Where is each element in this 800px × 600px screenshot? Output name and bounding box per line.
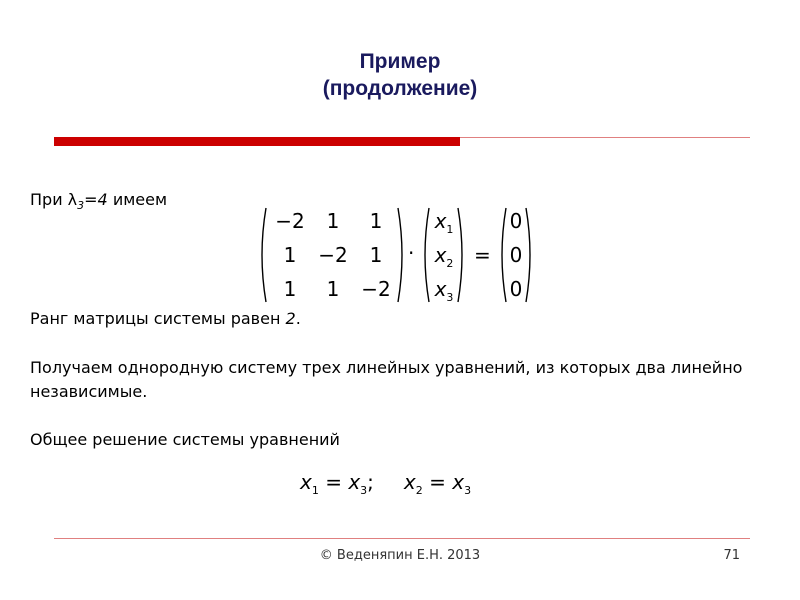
equals-sign: = bbox=[474, 243, 491, 267]
matrix-equation bbox=[258, 205, 540, 305]
intro-text bbox=[30, 188, 167, 218]
rank-value: 2 bbox=[285, 309, 296, 328]
title-accent-bar bbox=[54, 137, 460, 146]
matrix-cell: 1 bbox=[369, 243, 383, 267]
title-line-1: Пример bbox=[359, 50, 441, 73]
title-divider-line bbox=[460, 137, 750, 138]
matrix-cell: 1 bbox=[283, 277, 297, 301]
general-solution-text: Общее решение системы уравнений bbox=[30, 430, 340, 449]
eq1-lhs-var: x bbox=[300, 470, 312, 494]
eq2-rhs-var: x bbox=[452, 470, 465, 494]
vector-base: x bbox=[434, 277, 447, 301]
rank-prefix: Ранг матрицы системы равен bbox=[30, 309, 286, 328]
rhs-entry: 0 bbox=[509, 277, 523, 301]
intro-prefix: При λ bbox=[30, 190, 78, 209]
eq2-rhs-index: 3 bbox=[464, 484, 472, 497]
vector-entry bbox=[424, 211, 464, 240]
eq1-op: = bbox=[318, 470, 349, 494]
matrix-cell: 1 bbox=[326, 209, 340, 233]
eq1-lhs-index: 1 bbox=[311, 484, 319, 497]
rhs-entry: 0 bbox=[509, 209, 523, 233]
eq-separator: ; bbox=[367, 470, 374, 494]
multiply-dot: · bbox=[408, 241, 415, 265]
matrix-cell: 1 bbox=[326, 277, 340, 301]
matrix-cell: −2 bbox=[361, 277, 391, 301]
page-number: 71 bbox=[723, 548, 740, 563]
vector-entry bbox=[424, 245, 464, 274]
vector-index: 1 bbox=[446, 223, 454, 236]
rank-text bbox=[30, 307, 301, 331]
matrix-cell: −2 bbox=[318, 243, 348, 267]
eq1-rhs-var: x bbox=[348, 470, 361, 494]
eq2-op: = bbox=[422, 470, 453, 494]
rank-suffix: . bbox=[295, 309, 301, 328]
eq1-rhs-index: 3 bbox=[360, 484, 368, 497]
vector-base: x bbox=[434, 243, 447, 267]
eq2-lhs-index: 2 bbox=[415, 484, 423, 497]
vector-index: 2 bbox=[446, 257, 454, 270]
vector-index: 3 bbox=[446, 291, 454, 304]
footer-divider-line bbox=[54, 538, 750, 539]
footer-copyright: © Веденяпин Е.Н. 2013 bbox=[319, 548, 481, 563]
title-line-2: (продолжение) bbox=[322, 77, 478, 100]
matrix-cell: 1 bbox=[283, 243, 297, 267]
slide-title bbox=[0, 48, 800, 102]
system-text: Получаем однородную систему трех линейных уравнений, из которых два линейно независимые. bbox=[30, 358, 743, 401]
intro-lambda-index: 3 bbox=[77, 199, 85, 213]
matrix-cell: −2 bbox=[275, 209, 305, 233]
matrix-cell: 1 bbox=[369, 209, 383, 233]
general-solution-formula bbox=[300, 470, 471, 503]
intro-lambda-value: =4 bbox=[84, 190, 108, 209]
vector-base: x bbox=[434, 209, 447, 233]
vector-entry bbox=[424, 279, 464, 308]
eq2-lhs-var: x bbox=[403, 470, 416, 494]
rhs-entry: 0 bbox=[509, 243, 523, 267]
intro-suffix: имеем bbox=[107, 190, 168, 209]
